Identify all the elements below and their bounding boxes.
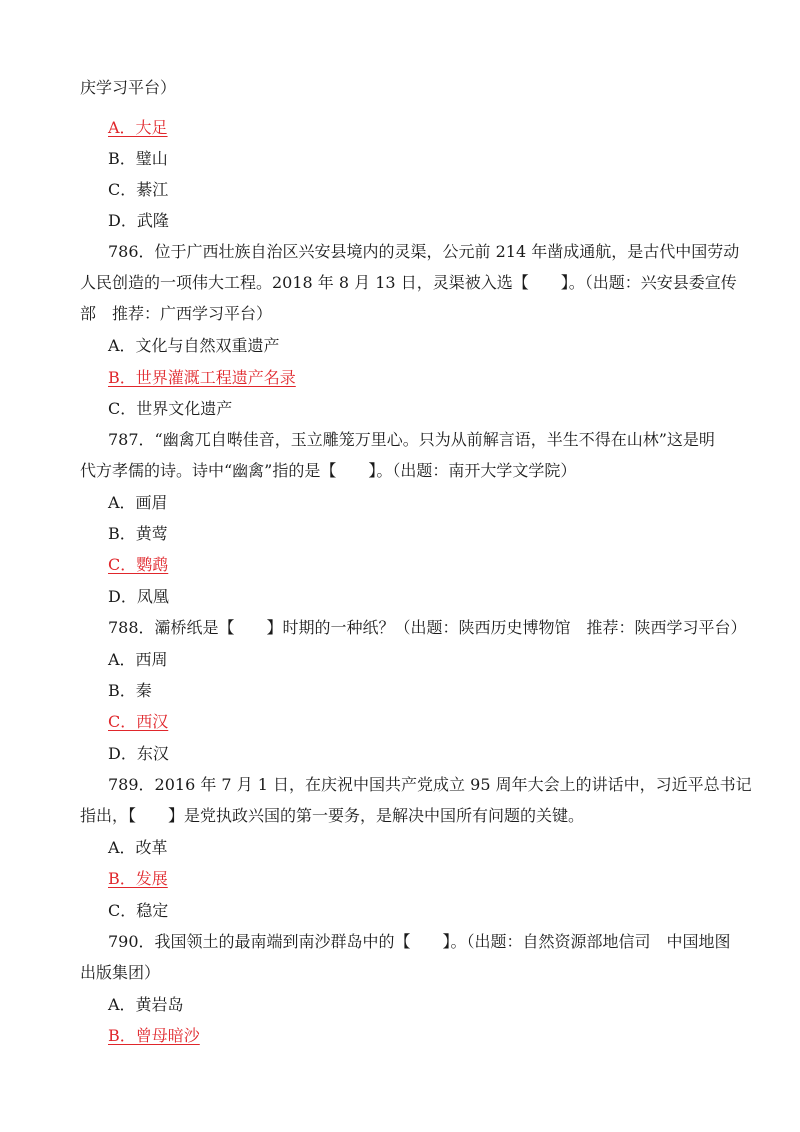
- answer-option-correct: A．大足: [108, 118, 168, 137]
- answer-option-correct: B．发展: [108, 869, 168, 888]
- answer-option: D．武隆: [108, 211, 169, 230]
- answer-option: C．稳定: [108, 901, 169, 920]
- answer-option: B．璧山: [108, 149, 168, 168]
- answer-option: B．秦: [108, 681, 152, 700]
- question-786: 786．位于广西壮族自治区兴安县境内的灵渠，公元前 214 年凿成通航，是古代中国劳动: [108, 242, 740, 261]
- answer-option-correct: B．世界灌溉工程遗产名录: [108, 368, 296, 387]
- question-788: 788．灞桥纸是【 】时期的一种纸？（出题：陕西历史博物馆 推荐：陕西学习平台）: [108, 618, 747, 637]
- answer-option: C．綦江: [108, 180, 169, 199]
- question-790-line2: 出版集团）: [80, 963, 161, 982]
- question-789-line2: 指出，【 】是党执政兴国的第一要务，是解决中国所有问题的关键。: [80, 806, 585, 825]
- answer-option: A．画眉: [108, 493, 168, 512]
- question-continuation: 庆学习平台）: [80, 78, 177, 97]
- answer-option: A．文化与自然双重遗产: [108, 336, 280, 355]
- answer-option: B．黄莺: [108, 524, 168, 543]
- answer-option: A．改革: [108, 838, 168, 857]
- answer-option-correct: C．西汉: [108, 712, 169, 731]
- question-786-line3: 部 推荐：广西学习平台）: [80, 304, 273, 323]
- answer-option: C．世界文化遗产: [108, 399, 233, 418]
- answer-option-correct: C．鹦鹉: [108, 555, 169, 574]
- question-790: 790．我国领土的最南端到南沙群岛中的【 】。（出题：自然资源部地信司 中国地图: [108, 932, 731, 951]
- question-786-line2: 人民创造的一项伟大工程。2018 年 8 月 13 日，灵渠被入选【 】。（出题：兴安县委宣传: [80, 273, 737, 292]
- answer-option: A．黄岩岛: [108, 995, 184, 1014]
- answer-option: A．西周: [108, 650, 168, 669]
- question-787-line2: 代方孝儒的诗。诗中“幽禽”指的是【 】。（出题：南开大学文学院）: [80, 461, 577, 480]
- question-789: 789．2016 年 7 月 1 日，在庆祝中国共产党成立 95 周年大会上的讲话中，习近平总书记: [108, 775, 752, 794]
- answer-option: D．凤凰: [108, 587, 169, 606]
- question-787: 787．“幽禽兀自啭佳音，玉立雕笼万里心。只为从前解言语，半生不得在山林”这是明: [108, 430, 715, 449]
- answer-option: D．东汉: [108, 744, 169, 763]
- answer-option-correct: B．曾母暗沙: [108, 1026, 200, 1045]
